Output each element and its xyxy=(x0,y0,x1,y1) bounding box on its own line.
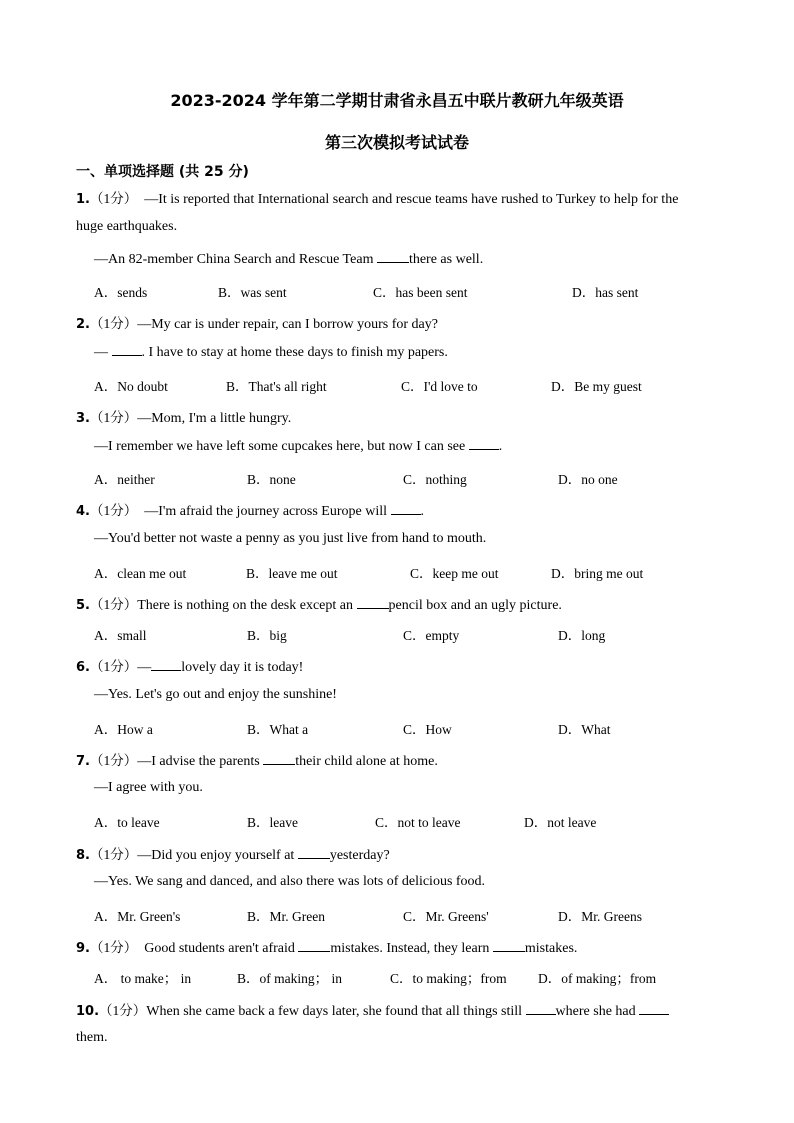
question-text: —It is reported that International search and rescue teams have rushed to Turkey to help for the xyxy=(144,192,679,207)
question-text: . xyxy=(420,504,425,519)
option-c: C．How xyxy=(403,722,452,737)
answer-blank xyxy=(639,1002,669,1015)
question-points: （1分） xyxy=(89,191,138,206)
option-d: D．has sent xyxy=(572,285,639,300)
question-points: （1分） xyxy=(89,316,138,331)
question-10 xyxy=(76,999,669,1020)
question-7 xyxy=(76,749,438,770)
question-5 xyxy=(76,593,562,614)
answer-blank xyxy=(377,250,409,263)
answer-blank xyxy=(151,658,181,671)
answer-blank xyxy=(112,343,142,356)
question-3 xyxy=(76,406,291,427)
option-c: C．empty xyxy=(403,628,460,643)
answer-blank xyxy=(298,939,330,952)
question-number: 9. xyxy=(76,941,90,956)
option-d: D．Mr. Greens xyxy=(558,909,642,924)
question-text: pencil box and an ugly picture. xyxy=(388,598,562,613)
question-response: —Yes. Let's go out and enjoy the sunshine! xyxy=(94,687,337,702)
answer-blank xyxy=(526,1002,556,1015)
option-a: A．neither xyxy=(94,472,155,487)
option-d: D．no one xyxy=(558,472,618,487)
question-points: （1分） xyxy=(89,597,138,612)
question-number: 6. xyxy=(76,660,90,675)
question-text-continued: huge earthquakes. xyxy=(76,219,178,234)
question-text: —My car is under repair, can I borrow yours for day? xyxy=(137,317,438,332)
exam-title-line2: 第三次模拟考试试卷 xyxy=(324,133,469,152)
question-text: Good students aren't afraid xyxy=(144,941,299,956)
question-text: their child alone at home. xyxy=(295,754,438,769)
question-text-continued: them. xyxy=(76,1030,108,1045)
question-text: —Did you enjoy yourself at xyxy=(137,848,298,863)
question-number: 10. xyxy=(76,1004,100,1019)
option-b: B．What a xyxy=(247,722,309,737)
question-text: where she had xyxy=(555,1004,640,1019)
option-c: C．to making；from xyxy=(390,971,507,986)
option-a: A．small xyxy=(94,628,147,643)
option-d: D．What xyxy=(558,722,611,737)
answer-blank xyxy=(493,939,525,952)
option-a: A．clean me out xyxy=(94,566,187,581)
option-b: B．leave xyxy=(247,815,298,830)
response-text: —I remember we have left some cupcakes here, but now I can see xyxy=(94,439,469,454)
question-response: —I agree with you. xyxy=(94,780,203,795)
response-text: there as well. xyxy=(408,252,484,267)
question-number: 3. xyxy=(76,411,90,426)
question-text: mistakes. xyxy=(524,941,578,956)
response-text: . I have to stay at home these days to finish my papers. xyxy=(141,345,448,360)
question-2 xyxy=(76,312,438,333)
question-response: —You'd better not waste a penny as you just live from hand to mouth. xyxy=(94,531,487,546)
question-points: （1分） xyxy=(89,940,138,955)
answer-blank xyxy=(469,437,499,450)
question-text: — xyxy=(137,660,152,675)
question-number: 4. xyxy=(76,504,90,519)
option-d: D．bring me out xyxy=(551,566,644,581)
question-points: （1分） xyxy=(89,847,138,862)
question-text: lovely day it is today! xyxy=(181,660,304,675)
question-4 xyxy=(76,499,424,520)
option-c: C．keep me out xyxy=(410,566,499,581)
response-text: . xyxy=(498,439,503,454)
question-number: 1. xyxy=(76,192,90,207)
option-a: A．Mr. Green's xyxy=(94,909,181,924)
section-heading: 一、单项选择题 (共 25 分) xyxy=(76,164,249,180)
option-d: D．long xyxy=(558,628,606,643)
option-a: A．How a xyxy=(94,722,153,737)
option-c: C．has been sent xyxy=(373,285,468,300)
option-a: A．sends xyxy=(94,285,148,300)
option-a: A．No doubt xyxy=(94,379,168,394)
response-text: — xyxy=(94,345,112,360)
option-c: C．Mr. Greens' xyxy=(403,909,489,924)
option-c: C．nothing xyxy=(403,472,467,487)
option-d: D．Be my guest xyxy=(551,379,642,394)
response-text: —An 82-member China Search and Rescue Team xyxy=(94,252,377,267)
option-d: D．not leave xyxy=(524,815,597,830)
question-number: 2. xyxy=(76,317,90,332)
question-points: （1分） xyxy=(89,410,138,425)
answer-blank xyxy=(391,502,421,515)
option-b: B．of making； in xyxy=(237,971,342,986)
question-9 xyxy=(76,936,577,957)
option-a: A． to make； in xyxy=(94,971,192,986)
question-response xyxy=(94,250,483,268)
question-response xyxy=(94,343,448,361)
question-6 xyxy=(76,655,303,676)
option-b: B．was sent xyxy=(218,285,287,300)
question-number: 8. xyxy=(76,848,90,863)
question-number: 7. xyxy=(76,754,90,769)
option-c: C．I'd love to xyxy=(401,379,478,394)
option-d: D．of making；from xyxy=(538,971,657,986)
question-points: （1分） xyxy=(89,659,138,674)
answer-blank xyxy=(263,752,295,765)
question-points: （1分） xyxy=(89,503,138,518)
question-1 xyxy=(76,187,678,208)
option-b: B．That's all right xyxy=(226,379,327,394)
option-b: B．none xyxy=(247,472,296,487)
question-points: （1分） xyxy=(89,753,138,768)
question-response xyxy=(94,437,502,455)
question-text: yesterday? xyxy=(329,848,390,863)
option-b: B．leave me out xyxy=(246,566,338,581)
option-b: B．Mr. Green xyxy=(247,909,325,924)
exam-title-line1: 2023-2024 学年第二学期甘肃省永昌五中联片教研九年级英语 xyxy=(170,91,624,110)
option-a: A．to leave xyxy=(94,815,160,830)
question-text: When she came back a few days later, she found that all things still xyxy=(146,1004,526,1019)
question-response: —Yes. We sang and danced, and also there was lots of delicious food. xyxy=(94,874,486,889)
answer-blank xyxy=(357,596,389,609)
question-text: —Mom, I'm a little hungry. xyxy=(137,411,292,426)
question-text: mistakes. Instead, they learn xyxy=(330,941,493,956)
option-c: C．not to leave xyxy=(375,815,461,830)
answer-blank xyxy=(298,846,330,859)
question-number: 5. xyxy=(76,598,90,613)
question-text: There is nothing on the desk except an xyxy=(137,598,357,613)
question-points: （1分） xyxy=(99,1003,147,1018)
question-text: —I advise the parents xyxy=(137,754,264,769)
question-text: —I'm afraid the journey across Europe will xyxy=(144,504,391,519)
question-8 xyxy=(76,843,390,864)
option-b: B．big xyxy=(247,628,287,643)
